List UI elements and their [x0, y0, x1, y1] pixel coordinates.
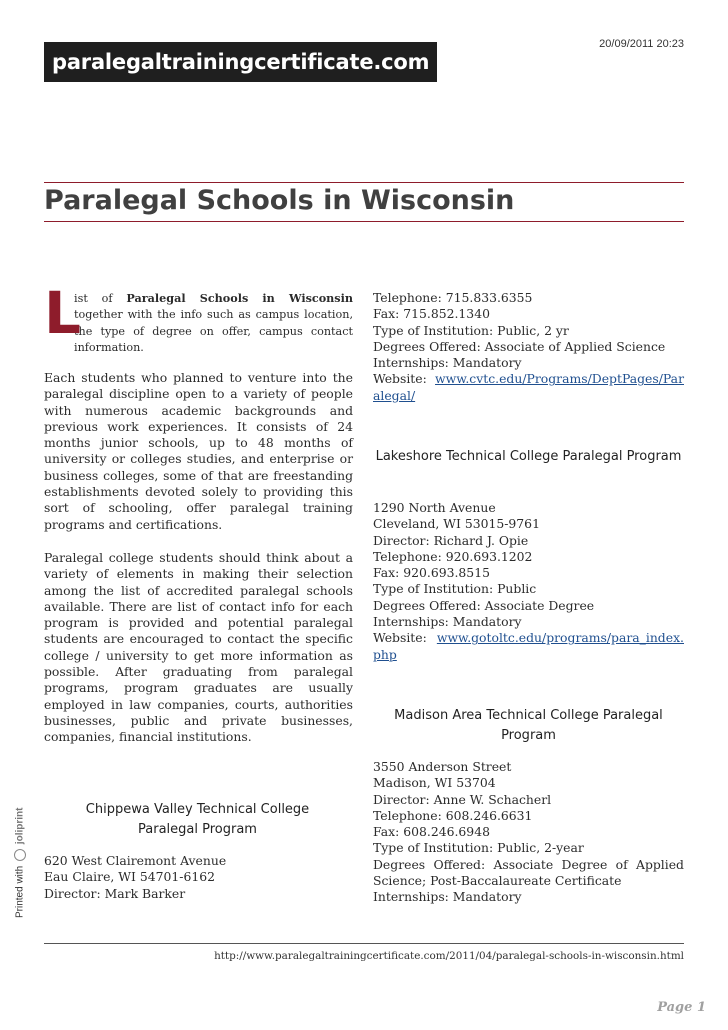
intro-bold-topic: Paralegal Schools in Wisconsin: [126, 291, 353, 305]
school-director: Director: Richard J. Opie: [373, 532, 529, 548]
intro-dropcap: L: [44, 279, 81, 347]
school-director: Director: Anne W. Schacherl: [373, 791, 552, 807]
article-paragraph-2: Paralegal college students should think about a variety of elements in making their selection among the list of accredited paralegal schools available. There are list of contact info for each program is provided and potential paralegal students are encouraged to contact the specific college / university to get more information as possible. After graduating from paralegal programs, program graduates are usually employed in law companies, courts, authorities businesses, public and private businesses, companies, financial institutions.: [44, 549, 353, 745]
school-address-line-1: 3550 Anderson Street: [373, 759, 512, 774]
intro-block: [44, 279, 353, 354]
school-internships: Internships: Mandatory: [373, 614, 522, 630]
joliprint-brand: joliprint: [14, 807, 26, 845]
school-details-chippewa-right: [373, 290, 684, 404]
school-degrees: Degrees Offered: Associate of Applied Science: [373, 338, 666, 354]
footer-source-url[interactable]: http://www.paralegaltrainingcertificate.com/2011/04/paralegal-schools-in-wisconsin.html: [214, 950, 684, 962]
school-heading-chippewa: Chippewa Valley Technical College Paralegal Program: [85, 802, 310, 837]
school-details-madison: [373, 759, 684, 906]
website-label: Website:: [373, 630, 427, 646]
school-heading-lakeshore: Lakeshore Technical College Paralegal Program: [375, 449, 682, 464]
school-website-link[interactable]: www.cvtc.edu/Programs/DeptPages/Paralegal/: [373, 371, 684, 403]
joliprint-logo-icon: [14, 849, 26, 861]
print-datetime: 20/09/2011 20:23: [599, 38, 684, 50]
school-degrees: Degrees Offered: Associate Degree of Applied Science; Post-Baccalaureate Certificate: [373, 856, 684, 889]
school-website-row: [373, 371, 684, 404]
school-type: Type of Institution: Public, 2 yr: [373, 322, 569, 338]
site-name-banner[interactable]: paralegaltrainingcertificate.com: [44, 42, 437, 82]
school-website-row: [373, 630, 684, 663]
school-degrees: Degrees Offered: Associate Degree: [373, 597, 595, 613]
school-internships: Internships: Mandatory: [373, 889, 522, 905]
school-address-line-1: 1290 North Avenue: [373, 500, 496, 515]
school-website-link[interactable]: www.gotoltc.edu/programs/para_index.php: [373, 630, 684, 662]
website-label: Website:: [373, 371, 427, 387]
school-telephone: Telephone: 715.833.6355: [373, 290, 533, 305]
page-number: Page 1: [657, 1000, 706, 1015]
school-details-chippewa-left: [44, 853, 353, 902]
school-internships: Internships: Mandatory: [373, 355, 522, 371]
school-address-line-1: 620 West Clairemont Avenue: [44, 853, 227, 868]
school-telephone: Telephone: 608.246.6631: [373, 807, 533, 823]
intro-text: ist of Paralegal Schools in Wisconsin together with the info such as campus location, the type of degree on offer, campus contact information.: [74, 291, 353, 354]
left-column: [44, 279, 353, 746]
school-address-line-2: Cleveland, WI 53015-9761: [373, 516, 540, 532]
school-telephone: Telephone: 920.693.1202: [373, 548, 533, 564]
article-paragraph-1: Each students who planned to venture into the paralegal discipline open to a variety of people with numerous academic backgrounds and previous work experiences. It consists of 24 months junior schools, up to 48 months of university or colleges studies, and enterprise or business colleges, some of that are freestanding establishments devoted solely to providing this sort of schooling, offer paralegal training programs and certifications.: [44, 370, 353, 532]
printed-with-mark: Printed with joliprint: [14, 807, 26, 918]
school-fax: Fax: 920.693.8515: [373, 565, 490, 581]
school-fax: Fax: 715.852.1340: [373, 306, 490, 322]
title-bottom-rule: [44, 221, 684, 222]
footer-rule: [44, 943, 684, 944]
school-address-line-2: Madison, WI 53704: [373, 775, 496, 791]
school-heading-madison: Madison Area Technical College Paralegal Program: [394, 708, 663, 743]
school-type: Type of Institution: Public, 2-year: [373, 840, 584, 856]
school-details-lakeshore: [373, 500, 684, 663]
school-type: Type of Institution: Public: [373, 581, 537, 597]
school-fax: Fax: 608.246.6948: [373, 824, 490, 840]
school-director: Director: Mark Barker: [44, 885, 186, 901]
page-title: Paralegal Schools in Wisconsin: [44, 185, 515, 216]
school-address-line-2: Eau Claire, WI 54701-6162: [44, 869, 215, 885]
